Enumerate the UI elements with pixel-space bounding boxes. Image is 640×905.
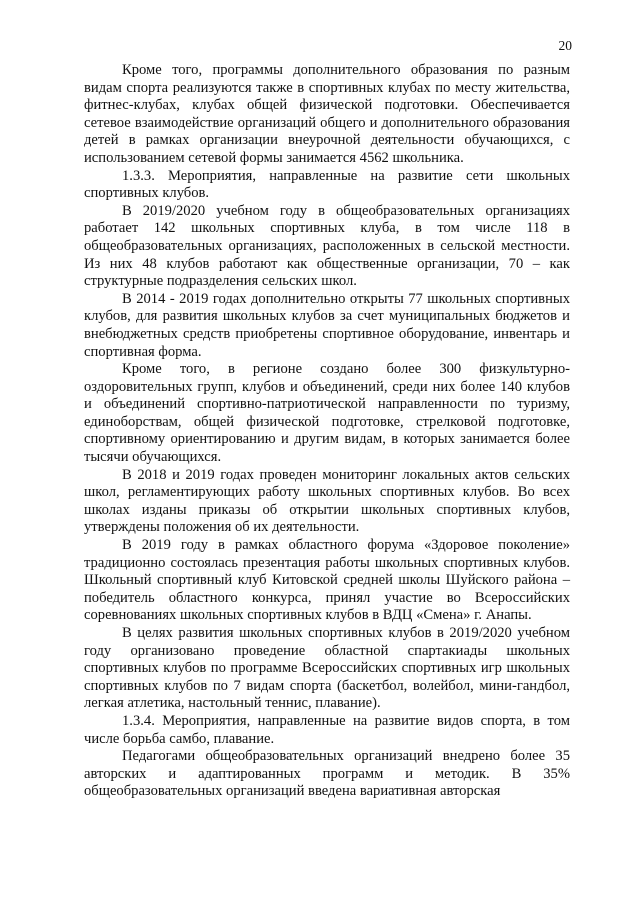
paragraph-monitoring: В 2018 и 2019 годах проведен мониторинг локальных актов сельских школ, регламентирующих работу школьных спортивных клубов. Во всех школах изданы приказы об открытии школьных спортивных клубов, утверждены положения об их деятельности. [84,466,570,536]
paragraph-forum: В 2019 году в рамках областного форума «Здоровое поколение» традиционно состоялась презентация работы школьных спортивных клубов. Школьный спортивный клуб Китовской средней школы Шуйского района – победитель областного конкурса, принял участие во Всероссийских соревнованиях школьных спортивных клубов в ВДЦ «Смена» г. Анапы. [84,537,570,624]
paragraph-clubs-2014-2019: В 2014 - 2019 годах дополнительно открыты 77 школьных спортивных клубов, для развития школьных клубов за счет муниципальных бюджетов и внебюджетных средств приобретены спортивное оборудование, инвентарь и спортивная форма. [84,290,570,360]
paragraph-additional-education: Кроме того, программы дополнительного образования по разным видам спорта реализуются также в спортивных клубах по месту жительства, фитнес-клубах, клубах общей физической подготовки. Обеспечивается сетевое взаимодействие организаций общего и дополнительного образования детей в рамках организации внеурочной деятельности обучающихся, с использованием сетевой формы занимается 4562 школьника. [84,62,570,166]
body-text [84,62,570,801]
paragraph-clubs-2019-2020: В 2019/2020 учебном году в общеобразовательных организациях работает 142 школьных спортивных клуба, в том числе 118 в общеобразовательных организациях, расположенных в сельской местности. Из них 48 клубов работают как общественные организации, 70 – как структурные подразделения сельских школ. [84,202,570,290]
paragraph-teachers-programs: Педагогами общеобразовательных организаций внедрено более 35 авторских и адаптированных программ и методик. В 35% общеобразовательных организаций введена вариативная авторская [84,748,570,800]
paragraph-spartakiad: В целях развития школьных спортивных клубов в 2019/2020 учебном году организовано проведение областной спартакиады школьных спортивных клубов по программе Всероссийских спортивных игр школьных спортивных клубов по 7 видам спорта (баскетбол, волейбол, мини-гандбол, легкая атлетика, настольный теннис, плавание). [84,625,570,712]
page-number: 20 [558,38,572,53]
paragraph-fitness-groups: Кроме того, в регионе создано более 300 физкультурно-оздоровительных групп, клубов и объединений, среди них более 140 клубов и объединений спортивно-патриотической направленности по туризму, единоборствам, общей физической подготовке, стрелковой подготовке, спортивному ориентированию и другим видам, в которых занимается более тысячи обучающихся. [84,361,570,466]
section-heading-1-3-3: 1.3.3. Мероприятия, направленные на развитие сети школьных спортивных клубов. [84,167,570,202]
section-heading-1-3-4: 1.3.4. Мероприятия, направленные на развитие видов спорта, в том числе борьба самбо, плавание. [84,712,570,747]
